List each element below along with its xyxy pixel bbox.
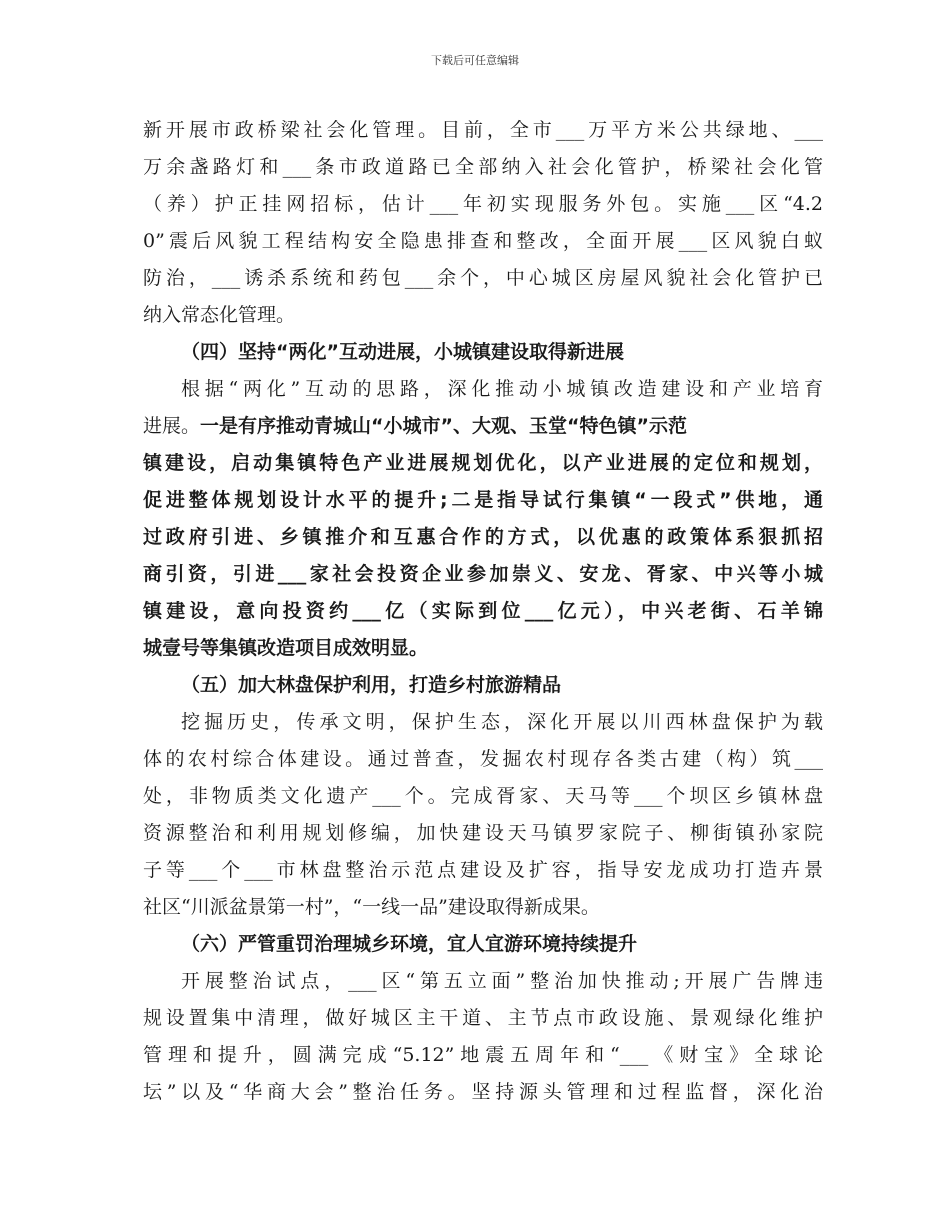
text-line: 子等___个___市林盘整治示范点建设及扩容，指导安龙成功打造卉景 <box>143 859 823 881</box>
text-line: 纳入常态化管理。 <box>143 304 296 326</box>
section-heading-6: （六）严管重罚治理城乡环境，宜人宜游环境持续提升 <box>181 933 638 955</box>
text-line: 社区“川派盆景第一村”，“一线一品”建设取得新成果。 <box>143 896 600 918</box>
text-line: 坛”以及“华商大会”整治任务。坚持源头管理和过程监督，深化治 <box>143 1081 823 1103</box>
bold-text-span: 一是有序推动青城山“小城市”、大观、玉堂“特色镇”示范 <box>200 415 687 437</box>
text-line: 开展整治试点，___区“第五立面”整治加快推动;开展广告牌违 <box>181 970 823 992</box>
text-line: 挖掘历史，传承文明，保护生态，深化开展以川西林盘保护为载 <box>181 711 823 733</box>
text-line: 新开展市政桥梁社会化管理。目前，全市___万平方米公共绿地、___ <box>143 119 823 141</box>
document-body <box>143 112 823 1111</box>
section-heading-5: （五）加大林盘保护利用，打造乡村旅游精品 <box>181 674 562 696</box>
text-line: 防治，___诱杀系统和药包___余个，中心城区房屋风貌社会化管护已 <box>143 267 823 289</box>
text-line: 根据“两化”互动的思路，深化推动小城镇改造建设和产业培育 <box>181 378 823 400</box>
text-line: 万余盏路灯和___条市政道路已全部纳入社会化管护，桥梁社会化管 <box>143 156 823 178</box>
text-line: 管理和提升，圆满完成“5.12”地震五周年和“___《财宝》全球论 <box>143 1044 823 1066</box>
text-line: 体的农村综合体建设。通过普查，发掘农村现存各类古建（构）筑___ <box>143 748 823 770</box>
text-line: 规设置集中清理，做好城区主干道、主节点市政设施、景观绿化维护 <box>143 1007 823 1029</box>
text-line: 资源整治和利用规划修编，加快建设天马镇罗家院子、柳街镇孙家院 <box>143 822 823 844</box>
text-line <box>143 408 823 445</box>
bold-text-line: 商引资，引进___家社会投资企业参加崇义、安龙、胥家、中兴等小城 <box>143 563 823 585</box>
text-line: 0”震后风貌工程结构安全隐患排查和整改，全面开展___区风貌白蚁 <box>143 230 823 252</box>
text-line: 处，非物质类文化遗产___个。完成胥家、天马等___个坝区乡镇林盘 <box>143 785 823 807</box>
bold-text-line: 城壹号等集镇改造项目成效明显。 <box>143 637 429 659</box>
bold-text-line: 过政府引进、乡镇推介和互惠合作的方式，以优惠的政策体系狠抓招 <box>143 526 823 548</box>
text-span: 进展。 <box>143 415 201 437</box>
section-heading-4: （四）坚持“两化”互动进展，小城镇建设取得新进展 <box>181 341 624 363</box>
bold-text-line: 镇建设，启动集镇特色产业进展规划优化，以产业进展的定位和规划， <box>143 452 823 474</box>
text-line: （养）护正挂网招标，估计___年初实现服务外包。实施___区“4.2 <box>143 193 823 215</box>
bold-text-line: 促进整体规划设计水平的提升;二是指导试行集镇“一段式”供地，通 <box>143 489 823 511</box>
bold-text-line: 镇建设，意向投资约___亿（实际到位___亿元），中兴老街、石羊锦 <box>143 600 823 622</box>
page-header: 下载后可任意编辑 <box>431 54 519 67</box>
